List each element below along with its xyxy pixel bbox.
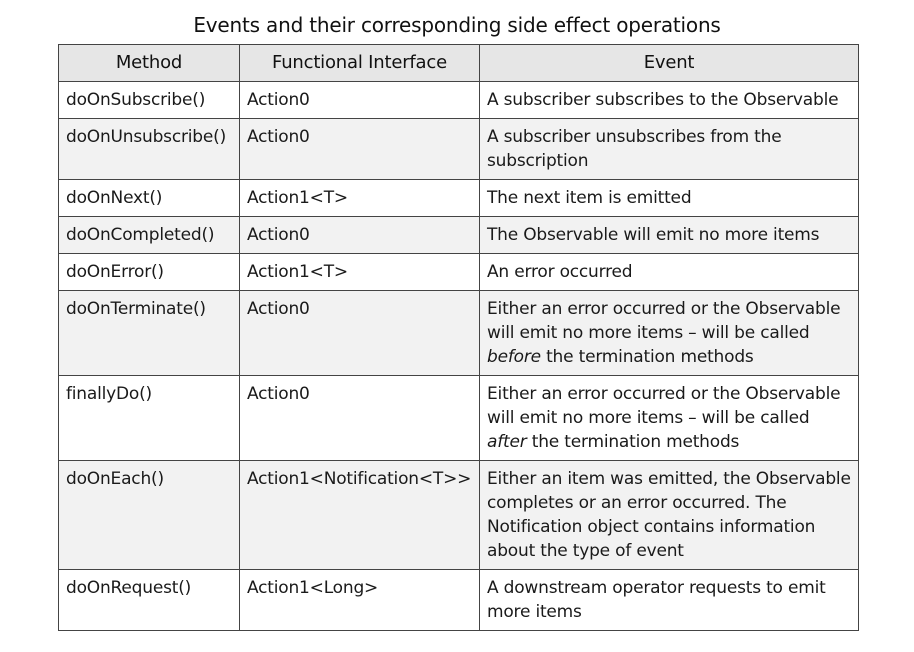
method-cell: doOnTerminate() [59, 291, 240, 376]
method-cell: doOnCompleted() [59, 217, 240, 254]
header-event: Event [480, 45, 859, 82]
interface-cell: Action1<T> [240, 254, 480, 291]
interface-cell: Action1<Notification<T>> [240, 461, 480, 570]
table-row [59, 82, 859, 119]
event-text: the termination methods [526, 432, 740, 452]
method-cell: doOnSubscribe() [59, 82, 240, 119]
table-title: Events and their corresponding side effect operations [193, 13, 721, 37]
table-row [59, 376, 859, 461]
table-row [59, 570, 859, 631]
header-functional-interface: Functional Interface [240, 45, 480, 82]
event-cell: Either an item was emitted, the Observable completes or an error occurred. The Notification object contains information about the type of event [480, 461, 859, 570]
event-cell [480, 376, 859, 461]
method-cell: doOnNext() [59, 180, 240, 217]
interface-cell: Action1<T> [240, 180, 480, 217]
interface-cell: Action1<Long> [240, 570, 480, 631]
table-row [59, 119, 859, 180]
method-cell: finallyDo() [59, 376, 240, 461]
event-text: Either an error occurred or the Observable will emit no more items – will be called [487, 384, 841, 428]
event-emphasis: after [487, 432, 527, 452]
event-cell: The Observable will emit no more items [480, 217, 859, 254]
method-cell: doOnEach() [59, 461, 240, 570]
method-cell: doOnRequest() [59, 570, 240, 631]
event-cell: A subscriber subscribes to the Observable [480, 82, 859, 119]
event-cell: The next item is emitted [480, 180, 859, 217]
interface-cell: Action0 [240, 217, 480, 254]
table-row [59, 291, 859, 376]
event-text: Either an error occurred or the Observable will emit no more items – will be called [487, 299, 841, 343]
event-cell [480, 291, 859, 376]
table-row [59, 217, 859, 254]
header-method: Method [59, 45, 240, 82]
table-row [59, 180, 859, 217]
table-header-row [59, 45, 859, 82]
interface-cell: Action0 [240, 119, 480, 180]
table-row [59, 254, 859, 291]
event-cell: A downstream operator requests to emit more items [480, 570, 859, 631]
event-cell: An error occurred [480, 254, 859, 291]
event-emphasis: before [487, 347, 541, 367]
interface-cell: Action0 [240, 291, 480, 376]
table-row [59, 461, 859, 570]
method-cell: doOnUnsubscribe() [59, 119, 240, 180]
event-cell: A subscriber unsubscribes from the subscription [480, 119, 859, 180]
interface-cell: Action0 [240, 82, 480, 119]
events-table [58, 44, 859, 631]
interface-cell: Action0 [240, 376, 480, 461]
method-cell: doOnError() [59, 254, 240, 291]
event-text: the termination methods [540, 347, 754, 367]
